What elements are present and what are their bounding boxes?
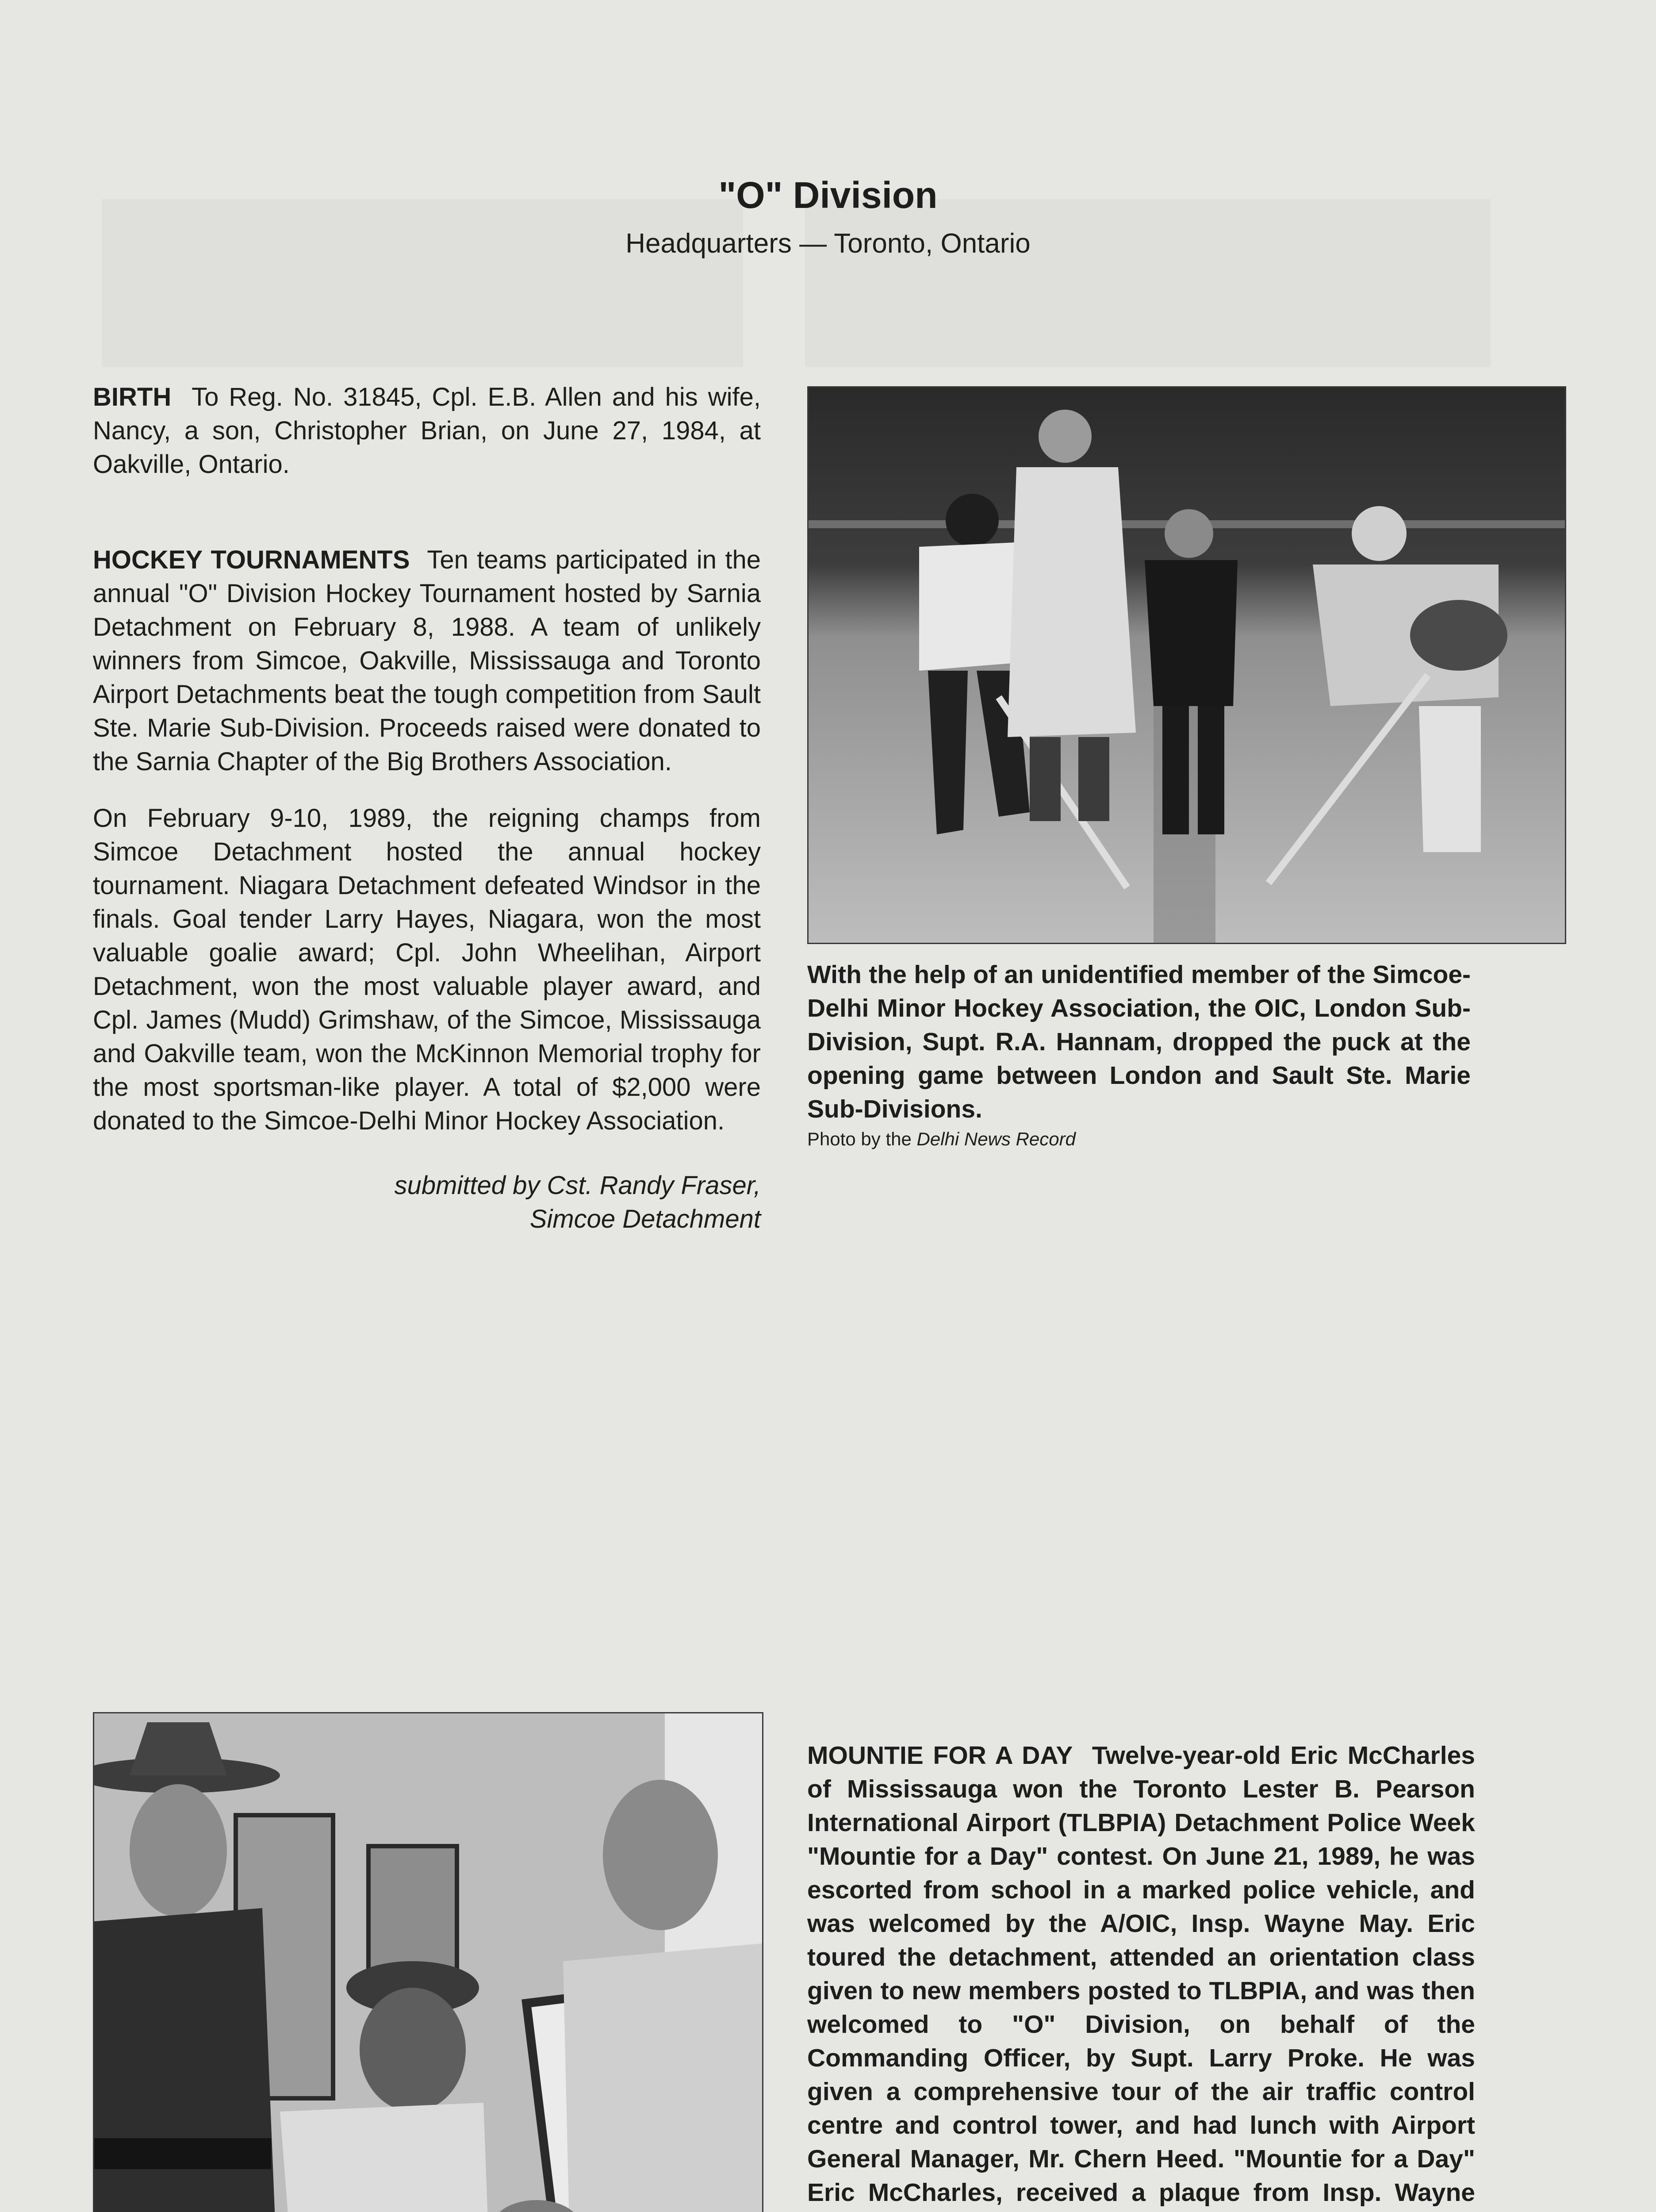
hockey-caption-block	[807, 958, 1471, 1152]
birth-label: BIRTH	[93, 383, 172, 411]
mountie-paragraph	[807, 1739, 1475, 2212]
hockey-photo	[807, 386, 1566, 944]
mountie-label: MOUNTIE FOR A DAY	[807, 1741, 1073, 1770]
hockey-paragraph-1	[93, 543, 761, 779]
hockey-photo-credit	[807, 1126, 1471, 1152]
signature-line-2: Simcoe Detachment	[529, 1205, 761, 1233]
page-header	[0, 175, 1656, 259]
hockey-paragraph-2: On February 9-10, 1989, the reigning champs from Simcoe Detachment hosted the annual hockey tournament. Niagara Detachment defeated Windsor in the finals. Goal tender Larry Hayes, Niagara, won the most valuable goalie award; Cpl. John Wheelihan, Airport Detachment, won the most valuable player award, and Cpl. James (Mudd) Grimshaw, of the Simcoe, Mississauga and Oakville team, won the McKinnon Memorial trophy for the most sportsman-like player. A total of $2,000 were donated to the Simcoe-Delhi Minor Hockey Association.	[93, 804, 761, 1135]
signature-line-1: submitted by Cst. Randy Fraser,	[394, 1171, 761, 1200]
hockey-photo-image	[809, 388, 1565, 943]
hockey-text-1: Ten teams participated in the annual "O" Division Hockey Tournament hosted by Sarnia Detachment on February 8, 1988. A team of unlikely winners from Simcoe, Oakville, Mississauga and Toronto Airport Detachments beat the tough competition from Sault Ste. Marie Sub-Division. Proceeds raised were donated to the Sarnia Chapter of the Big Brothers Association.	[93, 545, 761, 776]
mountie-text: Twelve-year-old Eric McCharles of Mississauga won the Toronto Lester B. Pearson International Airport (TLBPIA) Detachment Police Week "Mountie for a Day" contest. On June 21, 1989, he was escorted from school in a marked police vehicle, and was welcomed by the A/OIC, Insp. Wayne May. Eric toured the detachment, attended an orientation class given to new members posted to TLBPIA, and was then welcomed to "O" Division, on behalf of the Commanding Officer, by Supt. Larry Proke. He was given a comprehensive tour of the air traffic control centre and control tower, and had lunch with Airport General Manager, Mr. Chern Heed. "Mountie for a Day" Eric McCharles, received a plaque from Insp. Wayne	[807, 1741, 1475, 2207]
mountie-photo-image	[94, 1713, 762, 2212]
hockey-caption: With the help of an unidentified member of the Simcoe-Delhi Minor Hockey Association, the OIC, London Sub-Division, Supt. R.A. Hannam, dropped the puck at the opening game between London and Sault Ste. Marie Sub-Divisions.	[807, 960, 1471, 1123]
hockey-label: HOCKEY TOURNAMENTS	[93, 545, 410, 574]
birth-paragraph	[93, 380, 761, 481]
division-subtitle: Headquarters — Toronto, Ontario	[625, 228, 1031, 259]
mountie-article	[807, 1739, 1475, 2212]
birth-text: To Reg. No. 31845, Cpl. E.B. Allen and his wife, Nancy, a son, Christopher Brian, on June 27, 1984, at Oakville, Ontario.	[93, 383, 761, 479]
mountie-photo	[93, 1712, 763, 2212]
division-title: "O" Division	[718, 174, 938, 216]
hockey-credit-source: Delhi News Record	[916, 1129, 1076, 1149]
left-column	[93, 380, 761, 1236]
hockey-credit-prefix: Photo by the	[807, 1129, 917, 1149]
signature	[93, 1169, 761, 1236]
